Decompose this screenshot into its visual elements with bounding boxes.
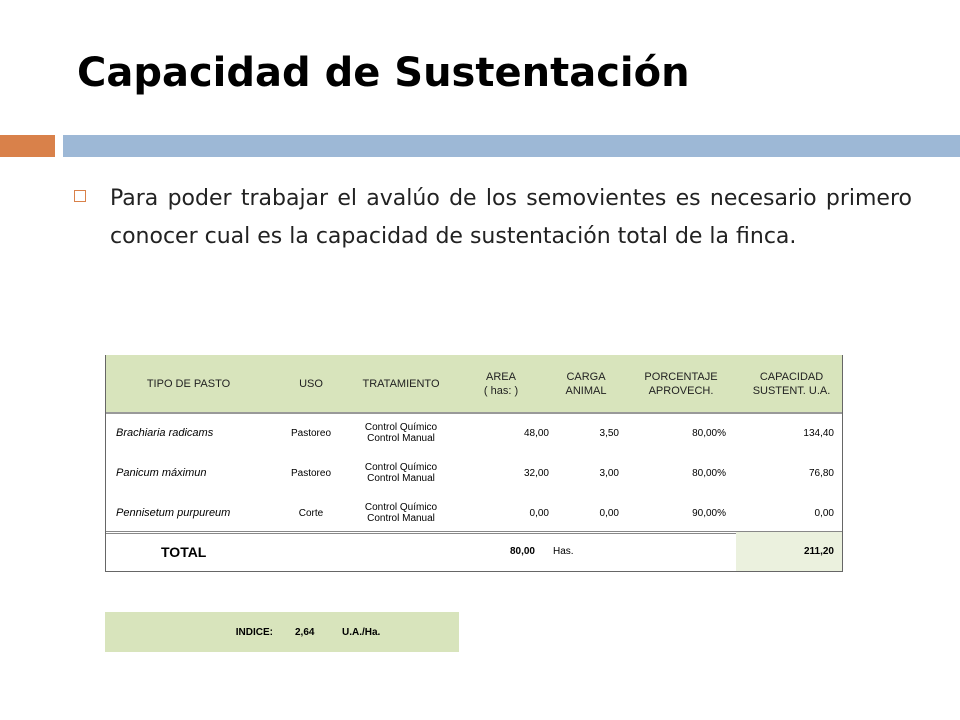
cell-porcentaje: 90,00% [692, 507, 726, 519]
table-row [106, 413, 842, 453]
total-label: TOTAL [161, 543, 207, 560]
total-row [106, 532, 842, 571]
header-area [451, 355, 551, 412]
table-row [106, 493, 842, 533]
total-area: 80,00 [509, 546, 535, 557]
cell-tratamiento [351, 493, 451, 533]
cell-tratamiento [351, 413, 451, 453]
cell-trat-line1: Control Químico [364, 422, 438, 433]
total-unit: Has. [553, 546, 574, 557]
header-cap-line2: SUSTENT. U.A. [752, 384, 831, 397]
cell-uso: Pastoreo [290, 427, 332, 439]
accent-bar-orange [0, 135, 55, 157]
header-porcentaje [621, 355, 741, 412]
cell-tipo: Brachiaria radicams [116, 427, 214, 439]
cell-capacidad: 76,80 [808, 467, 834, 479]
index-unit: U.A./Ha. [342, 626, 381, 638]
cell-carga: 3,00 [599, 467, 619, 479]
index-box [105, 612, 459, 652]
cell-trat-line1: Control Químico [364, 462, 438, 473]
header-tratamiento: TRATAMIENTO [362, 377, 440, 390]
cell-uso: Corte [298, 507, 324, 519]
square-bullet-icon [74, 190, 86, 202]
table-row [106, 453, 842, 493]
header-uso: USO [299, 377, 323, 390]
header-carga-line1: CARGA [566, 370, 606, 383]
cell-tipo: Pennisetum purpureum [116, 507, 231, 519]
cell-capacidad: 0,00 [814, 507, 834, 519]
index-label: INDICE: [235, 626, 273, 638]
cell-trat-line2: Control Manual [367, 433, 435, 444]
accent-bar-blue [63, 135, 960, 157]
capacity-table [105, 355, 843, 572]
cell-carga: 3,50 [599, 427, 619, 439]
header-capacidad [741, 355, 842, 412]
bullet-point [74, 180, 912, 256]
header-tipo: TIPO DE PASTO [146, 377, 231, 390]
cell-uso: Pastoreo [290, 467, 332, 479]
slide-title: Capacidad de Sustentación [77, 50, 690, 96]
cell-carga: 0,00 [599, 507, 619, 519]
header-area-line1: AREA [486, 370, 516, 383]
cell-tipo: Panicum máximun [116, 467, 207, 479]
bullet-text: Para poder trabajar el avalúo de los semovientes es necesario primero conocer cual es la capacidad de sustentación total de la finca. [110, 186, 912, 249]
cell-capacidad: 134,40 [803, 427, 834, 439]
table-header [106, 355, 842, 414]
header-area-line2: ( has: ) [483, 384, 519, 397]
cell-porcentaje: 80,00% [692, 427, 726, 439]
cell-porcentaje: 80,00% [692, 467, 726, 479]
header-carga-line2: ANIMAL [565, 384, 607, 397]
cell-area: 0,00 [529, 507, 549, 519]
cell-trat-line2: Control Manual [367, 473, 435, 484]
header-carga [551, 355, 621, 412]
header-cap-line1: CAPACIDAD [759, 370, 824, 383]
cell-tratamiento [351, 453, 451, 493]
header-porc-line1: PORCENTAJE [644, 370, 718, 383]
cell-trat-line1: Control Químico [364, 502, 438, 513]
cell-area: 32,00 [523, 467, 549, 479]
cell-trat-line2: Control Manual [367, 513, 435, 524]
header-porc-line2: APROVECH. [648, 384, 714, 397]
index-value: 2,64 [295, 626, 315, 638]
cell-area: 48,00 [523, 427, 549, 439]
total-capacity: 211,20 [803, 546, 834, 557]
